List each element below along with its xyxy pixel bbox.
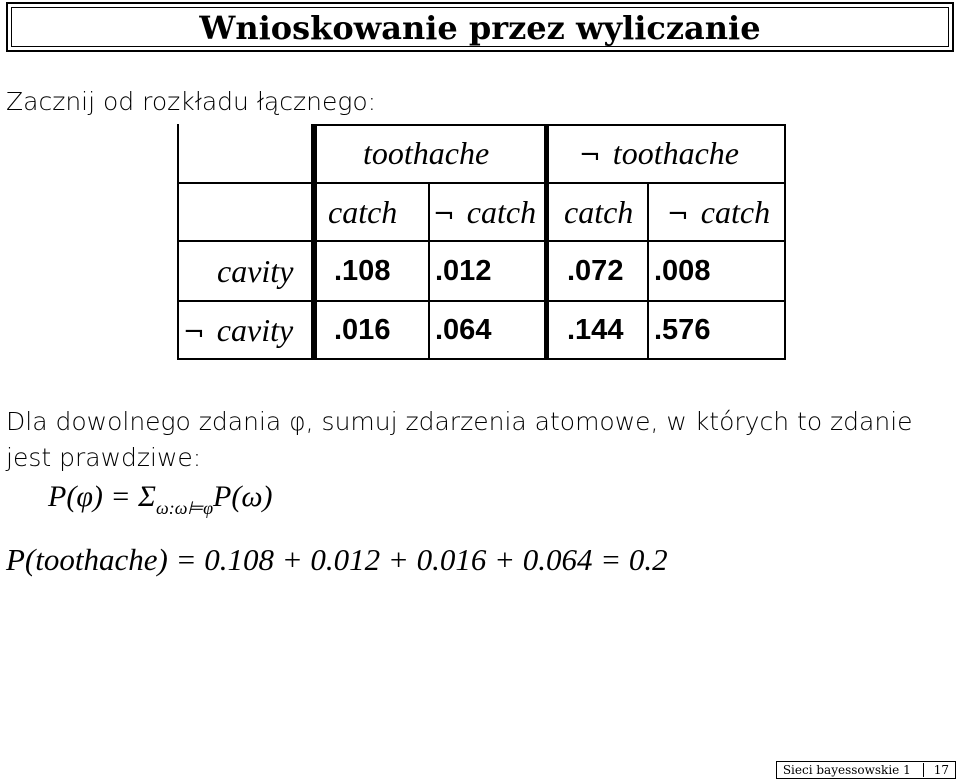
slide-footer: [776, 761, 956, 780]
row-label-not-cavity: [183, 313, 293, 350]
table-cell: .008: [654, 255, 711, 287]
table-cell: .576: [654, 314, 711, 346]
table-cell: .108: [334, 255, 391, 287]
row-label-not-cavity-text: cavity: [216, 312, 294, 348]
negation-symbol: ¬: [183, 318, 205, 348]
table-col-sep-label: [311, 124, 317, 360]
negation-symbol: ¬: [579, 141, 601, 171]
header-catch-1-label: catch: [328, 194, 398, 230]
title-box: [6, 2, 954, 52]
table-rule-1: [177, 182, 786, 184]
header-catch-2-label: catch: [564, 194, 634, 230]
table-border-bottom: [177, 358, 786, 360]
header-not-toothache: [579, 136, 739, 173]
intro-text: Zacznij od rozkładu łącznego:: [6, 87, 377, 116]
joint-distribution-table: [177, 124, 786, 360]
footer-divider: [923, 763, 924, 777]
table-cell: .144: [567, 314, 624, 346]
general-formula: [48, 480, 273, 519]
header-not-catch-2: [667, 195, 770, 232]
negation-symbol: ¬: [667, 200, 689, 230]
table-cell: .064: [435, 314, 492, 346]
table-cell: .016: [334, 314, 391, 346]
table-cell: .012: [435, 255, 492, 287]
table-col-sep-1: [428, 184, 430, 360]
row-label-cavity-text: cavity: [217, 253, 294, 289]
general-formula-lhs: P(φ) = Σ: [48, 480, 156, 513]
table-cell: .072: [567, 255, 624, 287]
header-not-catch-1-label: catch: [466, 194, 537, 230]
negation-symbol: ¬: [433, 200, 455, 230]
header-catch-1: [328, 195, 397, 229]
header-not-catch-1: [433, 195, 536, 232]
page-title: Wnioskowanie przez wyliczanie: [199, 9, 761, 47]
example-formula: P(toothache) = 0.108 + 0.012 + 0.016 + 0.064 = 0.2: [6, 542, 668, 577]
footer-course: Sieci bayessowskie 1: [782, 762, 911, 777]
table-col-sep-3: [647, 184, 649, 360]
table-border-top: [313, 124, 786, 126]
table-rule-2: [177, 240, 786, 242]
row-label-cavity: [217, 254, 293, 288]
table-rule-3: [177, 300, 786, 302]
header-toothache-label: toothache: [363, 135, 490, 171]
header-toothache: [363, 136, 489, 170]
description-text: Dla dowolnego zdania φ, sumuj zdarzenia atomowe, w których to zdanie jest prawdziwe:: [6, 407, 913, 472]
header-not-toothache-label: toothache: [612, 135, 739, 171]
general-formula-subscript: ω:ω⊨φ: [155, 498, 214, 518]
general-formula-rhs: P(ω): [213, 480, 273, 513]
table-col-sep-mid: [544, 124, 549, 360]
page-number: 17: [933, 762, 949, 777]
header-catch-2: [564, 195, 633, 229]
table-border-right: [784, 124, 786, 360]
header-not-catch-2-label: catch: [700, 194, 771, 230]
table-border-left: [177, 124, 179, 360]
